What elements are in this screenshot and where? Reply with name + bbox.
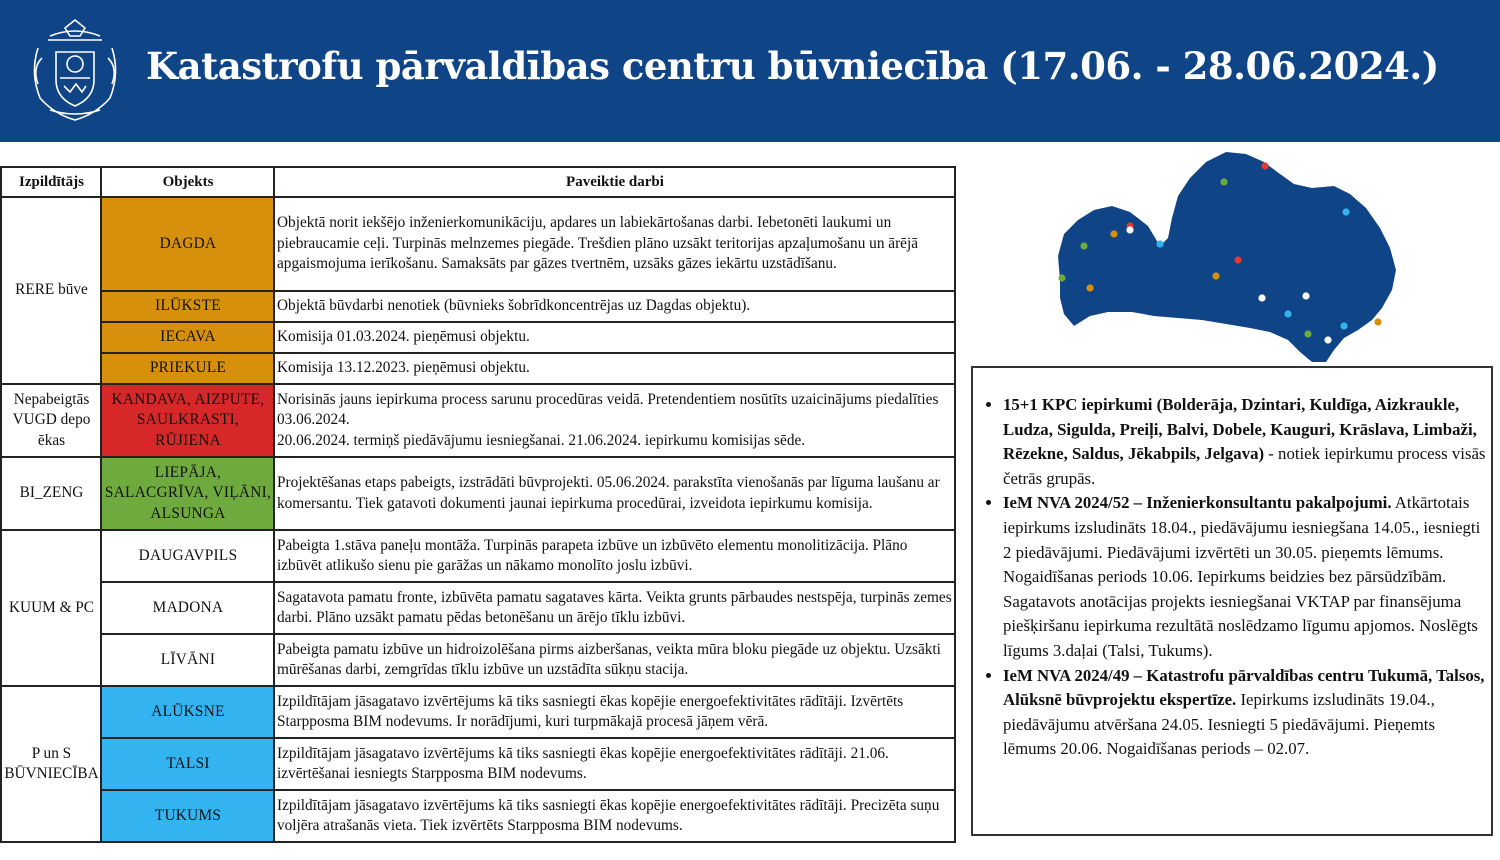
works-text: 20.06.2024. termiņš piedāvājumu iesniegšanai. 21.06.2024. iepirkumu komisijas sēde. xyxy=(277,431,806,449)
map-marker xyxy=(1304,330,1311,337)
table-row xyxy=(1,738,955,790)
object-cell: IECAVA xyxy=(101,322,274,353)
map-marker xyxy=(1058,274,1065,281)
table-row xyxy=(1,384,955,457)
map-marker xyxy=(1080,242,1087,249)
object-cell: DAGDA xyxy=(101,197,274,291)
object-cell: LIEPĀJA, SALACGRĪVA, VIĻĀNI, ALSUNGA xyxy=(101,457,274,530)
works-cell: Objektā norit iekšējo inženierkomunikāciju, apdares un labiekārtošanas darbi. Iebetonēti laukumi un piebraucamie ceļi. Turpinās melnzemes piegāde. Trešdien plāno uzsākt teritorijas apzaļumošanu un ārējā apgaismojuma ierīkošanu. Samaksāts par gāzes tvertnēm, uzsāks gāzes iekārtu uzstādīšanu. xyxy=(274,197,955,291)
object-cell: TALSI xyxy=(101,738,274,790)
header-bar xyxy=(0,0,1500,142)
map-marker xyxy=(1234,256,1241,263)
table-row xyxy=(1,582,955,634)
map-marker xyxy=(1261,162,1268,169)
works-text: Norisinās jauns iepirkuma process sarunu procedūras veidā. Pretendentiem nosūtīts uzaicinājums piedalīties 03.06.2024. xyxy=(277,390,939,429)
table-row xyxy=(1,634,955,686)
map-marker xyxy=(1086,284,1093,291)
latvia-map xyxy=(1050,148,1430,366)
map-marker xyxy=(1340,322,1347,329)
object-cell: TUKUMS xyxy=(101,790,274,842)
map-marker xyxy=(1284,310,1291,317)
info-item-heading: IeM NVA 2024/52 – Inženierkonsultantu pakalpojumi. xyxy=(1003,493,1392,513)
table-row xyxy=(1,530,955,582)
map-marker xyxy=(1110,230,1117,237)
map-marker xyxy=(1220,178,1227,185)
map-marker xyxy=(1374,318,1381,325)
works-cell: Izpildītājam jāsagatavo izvērtējums kā tiks sasniegti ēkas kopējie energoefektivitātes rādītāji. Izvērtēts Starpposma BIM nodevums. Ir norādījumi, kuri turpmākajā procesā jāņem vērā. xyxy=(274,686,955,738)
works-cell xyxy=(274,384,955,457)
table-row xyxy=(1,457,955,530)
executor-cell: RERE būve xyxy=(1,197,101,384)
list-item xyxy=(1003,664,1487,762)
list-item xyxy=(1003,393,1487,491)
works-cell: Izpildītājam jāsagatavo izvērtējums kā tiks sasniegti ēkas kopējie energoefektivitātes rādītāji. Precizēta suņu voljēra atrašanās vieta. Tiek izvērtēts Starpposma BIM nodevums. xyxy=(274,790,955,842)
column-header-works: Paveiktie darbi xyxy=(274,167,955,197)
object-cell: MADONA xyxy=(101,582,274,634)
object-cell: ILŪKSTE xyxy=(101,291,274,322)
executor-cell: KUUM & PC xyxy=(1,530,101,686)
object-cell: PRIEKULE xyxy=(101,353,274,384)
executor-cell: P un S BŪVNIECĪBA xyxy=(1,686,101,842)
works-cell: Pabeigta 1.stāva paneļu montāža. Turpinās parapeta izbūve un izbūvēto elementu monolitizācija. Plāno izbūvēt atlikušo sienu pie garāžas un nākamo monolīto joslu izbūvi. xyxy=(274,530,955,582)
column-header-executor: Izpildītājs xyxy=(1,167,101,197)
table-row xyxy=(1,322,955,353)
info-item-heading: 15+1 KPC iepirkumi (Bolderāja, Dzintari, Kuldīga, Aizkraukle, Ludza, Sigulda, Preiļi, Balvi, Dobele, Kauguri, Krāslava, Limbaži, Rēzekne, Saldus, Jēkabpils, Jelgava) xyxy=(1003,395,1477,464)
page-title: Katastrofu pārvaldības centru būvniecība (17.06. - 28.06.2024.) xyxy=(146,44,1439,88)
object-cell: KANDAVA, AIZPUTE, SAULKRASTI, RŪJIENA xyxy=(101,384,274,457)
table-row xyxy=(1,686,955,738)
works-table xyxy=(0,166,956,843)
works-cell: Komisija 13.12.2023. pieņēmusi objektu. xyxy=(274,353,955,384)
list-item xyxy=(1003,491,1487,663)
table-header-row xyxy=(1,167,955,197)
map-marker xyxy=(1126,226,1133,233)
works-cell: Komisija 01.03.2024. pieņēmusi objektu. xyxy=(274,322,955,353)
works-cell: Pabeigta pamatu izbūve un hidroizolēšana pirms aizberšanas, veikta mūra bloku piegāde uz objektu. Uzsākti mūrēšanas darbi, zemgrīdas tīklu izbūve un uzstādīta sūkņu stacija. xyxy=(274,634,955,686)
works-cell: Izpildītājam jāsagatavo izvērtējums kā tiks sasniegti ēkas kopējie energoefektivitātes rādītāji. 21.06. izvērtēšanai iesniegts Starpposma BIM nodevums. xyxy=(274,738,955,790)
info-list xyxy=(973,368,1491,762)
column-header-object: Objekts xyxy=(101,167,274,197)
coat-of-arms-icon xyxy=(20,18,130,124)
info-item-text: - notiek iepirkumu process visās četrās grupās. xyxy=(1003,444,1486,488)
info-item-text: Atkārtotais iepirkums izsludināts 18.04., piedāvājumu iesniegšana 14.05., iesniegti 2 piedāvājumi. Piedāvājumi izvērtēti un 30.05. pieņemts lēmums. Nogaidīšanas periods 10.06. Iepirkums beidzies bez pārsūdzībām. Sagatavots anotācijas projekts iesniegšanai VKTAP par finansējuma piešķiršanu iepirkuma rezultātā noslēdzamo līgumu apjomos. Noslēgts līgums 3.daļai (Talsi, Tukums). xyxy=(1003,493,1481,660)
map-marker xyxy=(1324,336,1331,343)
table-row xyxy=(1,197,955,291)
map-marker xyxy=(1342,208,1349,215)
works-cell: Sagatavota pamatu fronte, izbūvēta pamatu sagataves kārta. Veikta grunts pārbaudes nestspēja, turpinās zemes darbi. Plāno uzsākt pamatu pēdas betonēšanu un ārējo tīklu izbūvi. xyxy=(274,582,955,634)
map-marker xyxy=(1302,292,1309,299)
object-cell: DAUGAVPILS xyxy=(101,530,274,582)
table-row xyxy=(1,291,955,322)
object-cell: ALŪKSNE xyxy=(101,686,274,738)
info-box xyxy=(971,366,1493,836)
info-item-heading: IeM NVA 2024/49 – Katastrofu pārvaldības centru Tukumā, Talsos, Alūksnē būvprojektu ekspertīze. xyxy=(1003,665,1485,710)
map-marker xyxy=(1212,272,1219,279)
table-row xyxy=(1,790,955,842)
executor-cell: BI_ZENG xyxy=(1,457,101,530)
info-item-text: Iepirkums izsludināts 19.04., piedāvājumu atvēršana 24.05. Iesniegti 5 piedāvājumi. Pieņemts lēmums 20.06. Nogaidīšanas periods – 02.07. xyxy=(1003,690,1436,759)
works-cell: Projektēšanas etaps pabeigts, izstrādāti būvprojekti. 05.06.2024. parakstīta vienošanās par līguma laušanu ar komersantu. Tiek gatavoti dokumenti jaunai iepirkuma procedūrai, izveidota iepirkumu komisija. xyxy=(274,457,955,530)
executor-cell: Nepabeigtās VUGD depo ēkas xyxy=(1,384,101,457)
table-row xyxy=(1,353,955,384)
map-marker xyxy=(1156,240,1163,247)
object-cell: LĪVĀNI xyxy=(101,634,274,686)
map-marker xyxy=(1258,294,1265,301)
works-cell: Objektā būvdarbi nenotiek (būvnieks šobrīdkoncentrējas uz Dagdas objektu). xyxy=(274,291,955,322)
